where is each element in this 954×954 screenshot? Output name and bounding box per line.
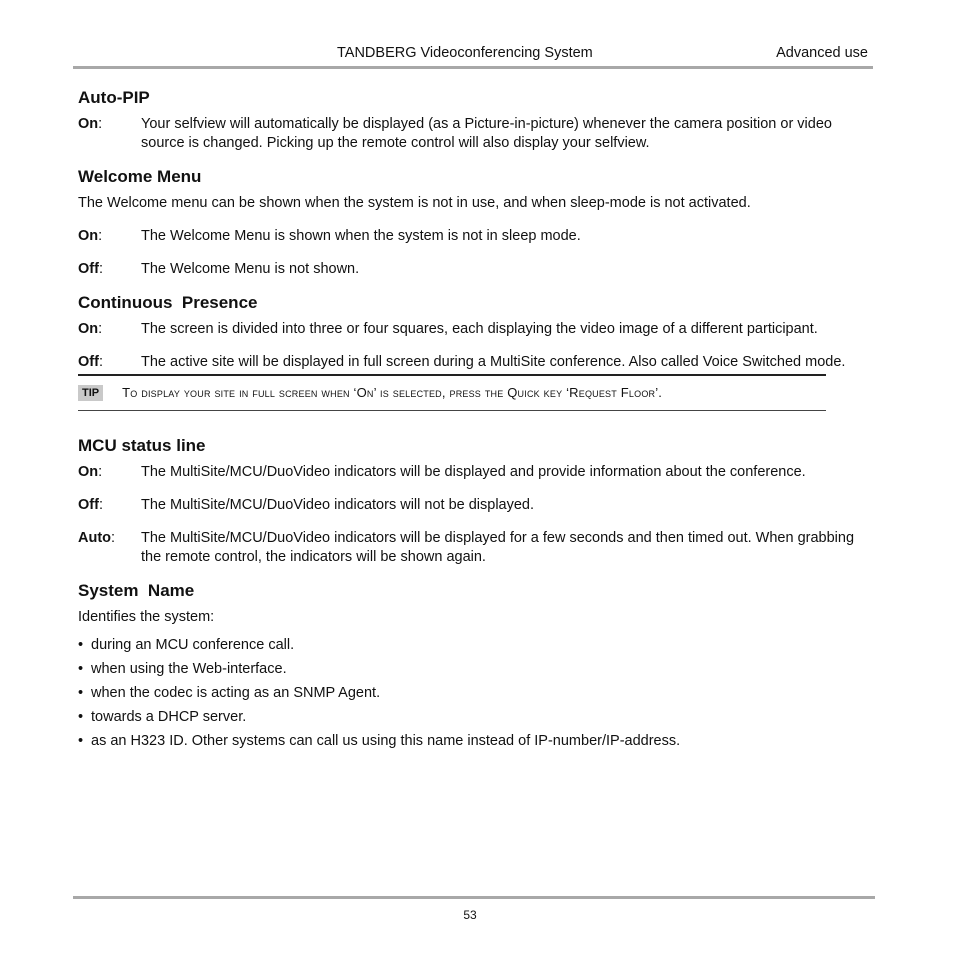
option-term: Off:	[78, 354, 103, 370]
section-auto-pip	[78, 88, 878, 153]
chapter-title: Advanced use	[776, 45, 868, 61]
option-description: The Welcome Menu is shown when the system is not in sleep mode.	[141, 228, 581, 244]
section-heading: MCU status line	[78, 436, 206, 455]
option-row	[78, 353, 878, 372]
section-system-name	[78, 581, 878, 751]
option-term: Off:	[78, 497, 103, 513]
document-title: TANDBERG Videoconferencing System	[337, 45, 593, 61]
option-term: On:	[78, 228, 103, 244]
option-description: The screen is divided into three or four squares, each displaying the video image of a different participant.	[141, 321, 818, 337]
option-row	[78, 227, 878, 246]
list-item: • when using the Web-interface.	[78, 660, 878, 679]
option-row	[78, 529, 878, 567]
page-number: 53	[463, 908, 477, 922]
section-welcome-menu	[78, 167, 878, 279]
option-description: The active site will be displayed in full screen during a MultiSite conference. Also called Voice Switched mode.	[141, 354, 846, 370]
option-row	[78, 115, 878, 153]
list-item: • when the codec is acting as an SNMP Agent.	[78, 684, 878, 703]
option-term: Off:	[78, 261, 103, 277]
tip-box	[78, 374, 826, 411]
option-row	[78, 496, 878, 515]
option-description: The MultiSite/MCU/DuoVideo indicators will be displayed for a few seconds and then timed out. When grabbing the remote control, the indicators will be shown again.	[141, 530, 855, 565]
section-heading: System Name	[78, 581, 195, 600]
option-row	[78, 320, 878, 339]
option-description: The MultiSite/MCU/DuoVideo indicators will be displayed and provide information about the conference.	[141, 464, 806, 480]
section-heading: Continuous Presence	[78, 293, 258, 312]
section-intro: Identifies the system:	[78, 609, 215, 625]
option-row	[78, 260, 878, 279]
option-term: On:	[78, 464, 103, 480]
bullet-list	[78, 636, 878, 751]
section-mcu-status-line	[78, 436, 878, 567]
list-item: • towards a DHCP server.	[78, 708, 878, 727]
option-description: Your selfview will automatically be displayed (as a Picture-in-picture) whenever the camera position or video source is changed. Picking up the remote control will also display your selfview.	[141, 116, 832, 151]
option-description: The MultiSite/MCU/DuoVideo indicators will not be displayed.	[141, 497, 535, 513]
section-heading: Welcome Menu	[78, 167, 202, 186]
section-continuous-presence	[78, 293, 878, 411]
list-item: • as an H323 ID. Other systems can call us using this name instead of IP-number/IP-address.	[78, 732, 878, 751]
section-heading: Auto-PIP	[78, 88, 150, 107]
option-term: On:	[78, 116, 103, 132]
page-content	[78, 88, 878, 764]
option-term: Auto:	[78, 530, 116, 546]
option-term: On:	[78, 321, 103, 337]
footer-rule	[73, 896, 875, 899]
option-row	[78, 463, 878, 482]
list-item: • during an MCU conference call.	[78, 636, 878, 655]
header-rule	[73, 66, 873, 69]
tip-text: To display your site in full screen when ‘On’ is selected, press the Quick key ‘Request Floor’.	[122, 385, 663, 400]
option-description: The Welcome Menu is not shown.	[141, 261, 360, 277]
tip-badge: TIP	[78, 385, 103, 401]
section-intro: The Welcome menu can be shown when the system is not in use, and when sleep-mode is not activated.	[78, 195, 751, 211]
